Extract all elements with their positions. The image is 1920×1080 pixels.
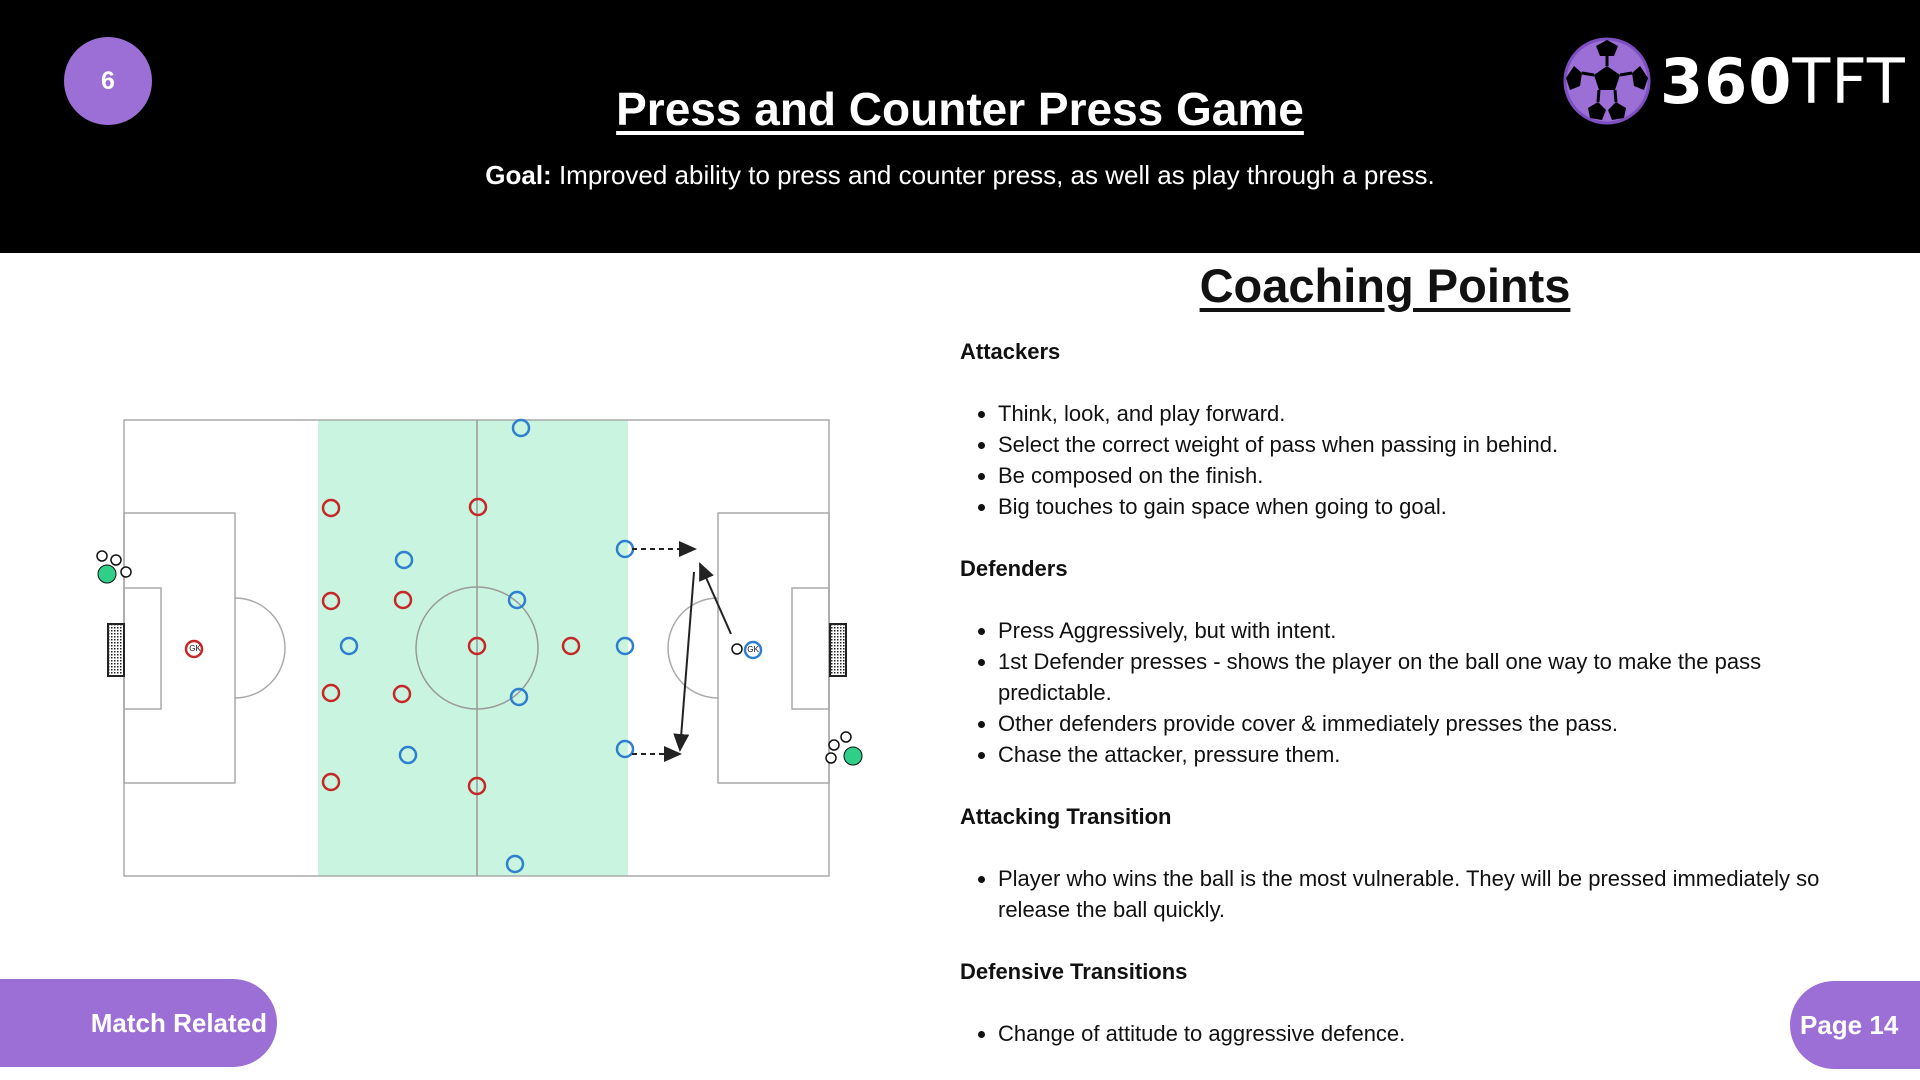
left-penalty-area <box>124 513 235 783</box>
pass-arrow <box>680 572 694 750</box>
list-item: • Think, look, and play forward. <box>998 398 1860 429</box>
list-item: • Chase the attacker, pressure them. <box>998 739 1860 770</box>
pitch-diagram <box>90 400 890 900</box>
logo-wordmark-light: TFT <box>1792 44 1906 118</box>
right-goalkeeper-label: GK <box>747 645 759 654</box>
ball-icon <box>841 732 851 742</box>
pressing-zone <box>318 420 628 876</box>
list-item: • Press Aggressively, but with intent. <box>998 615 1860 646</box>
right-coach-with-balls <box>826 732 862 765</box>
left-goal <box>108 624 124 676</box>
session-number-badge: 6 <box>64 37 152 125</box>
list-item: • Big touches to gain space when going to goal. <box>998 491 1860 522</box>
coach-marker <box>98 565 116 583</box>
header-bar <box>0 0 1920 253</box>
ball-icon <box>829 740 839 750</box>
list-item: • Select the correct weight of pass when passing in behind. <box>998 429 1860 460</box>
left-goalkeeper-label: GK <box>189 644 201 653</box>
attacking-transition-list <box>960 863 1860 925</box>
ball-icon <box>111 555 121 565</box>
list-item: • 1st Defender presses - shows the player on the ball one way to make the pass predictable. <box>998 646 1860 708</box>
ball-icon <box>97 551 107 561</box>
coaching-points-heading: Coaching Points <box>1199 259 1571 312</box>
goal-label: Goal: <box>485 160 552 190</box>
coaching-points <box>960 336 1860 1080</box>
goal-text: Improved ability to press and counter press, as well as play through a press. <box>558 160 1435 190</box>
logo-wordmark-bold: 360 <box>1660 44 1793 118</box>
page-number-tab: Page 14 <box>1790 981 1920 1069</box>
page-title: Press and Counter Press Game <box>616 83 1304 135</box>
list-item: • Other defenders provide cover & immediately presses the pass. <box>998 708 1860 739</box>
left-six-yard-box <box>124 588 161 709</box>
section-title: Defensive Transitions <box>960 959 1188 984</box>
left-penalty-arc <box>235 598 285 698</box>
right-goalkeeper <box>732 642 761 658</box>
attackers-list <box>960 398 1860 522</box>
left-coach-with-balls <box>97 551 131 583</box>
soccer-ball-icon <box>1562 36 1652 126</box>
list-item: • Change of attitude to aggressive defence. <box>998 1018 1860 1049</box>
section-title: Defenders <box>960 556 1068 581</box>
defensive-transitions-list <box>960 1018 1860 1049</box>
right-six-yard-box <box>792 588 829 709</box>
right-penalty-arc <box>668 598 718 698</box>
goal-statement <box>0 160 1920 191</box>
category-tab: Match Related <box>0 979 277 1067</box>
section-title: Attackers <box>960 339 1061 364</box>
right-goal <box>830 624 846 676</box>
left-goalkeeper <box>186 641 202 657</box>
section-title: Attacking Transition <box>960 804 1172 829</box>
brand-logo <box>1562 36 1906 126</box>
ball-icon <box>121 567 131 577</box>
coach-marker <box>844 747 862 765</box>
ball-icon <box>826 753 836 763</box>
ball-icon <box>732 644 742 654</box>
defenders-list <box>960 615 1860 770</box>
list-item: • Be composed on the finish. <box>998 460 1860 491</box>
logo-wordmark <box>1660 45 1906 118</box>
list-item: • Player who wins the ball is the most vulnerable. They will be pressed immediately so release the ball quickly. <box>998 863 1860 925</box>
